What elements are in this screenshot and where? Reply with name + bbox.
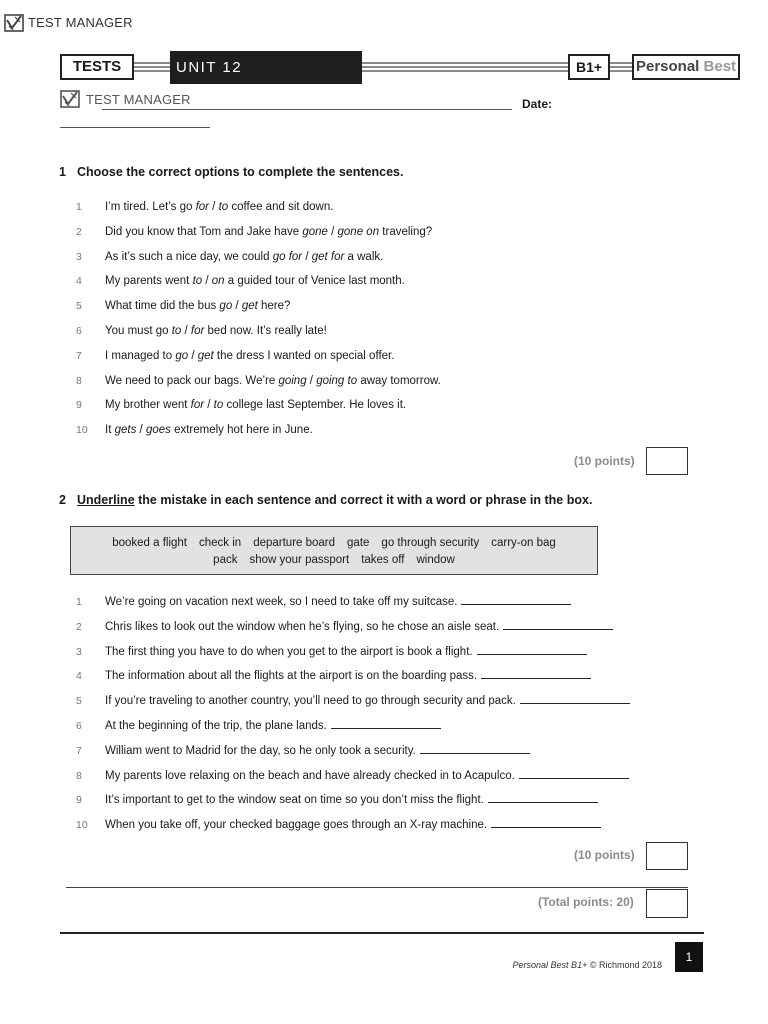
test-manager-logo-icon [60,90,80,108]
section1-number: 1 [59,165,66,179]
answer-blank[interactable] [503,618,613,630]
section1-title [59,165,403,179]
list-item [76,767,629,783]
item-text: What time did the bus [105,300,220,313]
list-item [76,643,587,659]
section2-score-box[interactable] [646,842,688,870]
footer-divider [60,932,704,934]
list-item [76,298,290,314]
option-1[interactable]: to [171,325,182,337]
item-text: As it’s such a nice day, we could [105,250,273,263]
item-number: 9 [76,794,82,807]
option-2[interactable]: get [197,349,214,362]
option-separator: / [306,374,317,387]
section1-points: (10 points) [574,454,635,468]
item-text: We need to pack our bags. We’re [105,374,279,387]
word-box-item: check in [199,537,242,549]
option-2[interactable]: to [213,399,224,412]
footer-copyright [513,960,662,970]
list-item [76,273,405,289]
item-text[interactable]: If you’re traveling to another country, you’ll need to go through security and pack. [105,695,516,708]
brand-logo [632,54,740,80]
list-item [76,373,441,389]
item-number: 7 [76,744,82,757]
item-text: I managed to [105,349,176,362]
answer-blank[interactable] [481,667,591,679]
item-text[interactable]: William went to Madrid for the day, so he only took a security. [105,744,416,757]
option-separator: / [136,424,146,437]
level-badge: B1+ [568,54,610,80]
option-1[interactable]: to [192,275,203,288]
item-number: 4 [76,670,82,683]
sub-logo-text: TEST MANAGER [86,92,191,107]
list-item [76,791,598,807]
name-line [102,109,512,110]
answer-blank[interactable] [519,767,629,779]
word-box-item: gate [347,537,370,549]
item-text[interactable]: My parents love relaxing on the beach and have already checked in to Acapulco. [105,769,515,782]
section2-title [59,493,592,507]
item-number: 7 [76,349,82,362]
section2-points: (10 points) [574,848,635,862]
brand-part2: Best [703,58,737,75]
option-1[interactable]: gets [114,424,137,437]
list-item [76,667,591,683]
option-2[interactable]: gone on [337,225,380,238]
header-stripes [134,62,170,74]
word-box-item: carry-on bag [491,537,556,549]
item-text: My parents went [105,275,193,288]
list-item [76,224,432,240]
list-item [76,692,630,708]
item-text[interactable]: At the beginning of the trip, the plane lands. [105,720,327,732]
answer-blank[interactable] [461,593,571,605]
item-number: 2 [76,620,82,633]
item-text: the dress I wanted on special offer. [213,349,395,362]
footer-copyright-text: © Richmond 2018 [587,960,662,970]
option-separator: / [232,300,242,313]
list-item [76,397,406,413]
section1-instruction: Choose the correct options to complete the sentences. [77,165,404,179]
item-text: You must go [105,325,172,337]
option-separator: / [208,201,219,213]
answer-blank[interactable] [331,717,441,729]
option-2[interactable]: going to [316,374,358,387]
list-item [76,348,394,364]
item-number: 1 [76,201,82,213]
item-number: 6 [76,720,82,732]
word-box-item: pack [213,554,238,566]
item-text: college last September. He loves it. [223,399,407,412]
item-text: bed now. It’s really late! [204,325,327,337]
section2-instruction: the mistake in each sentence and correct it with a word or phrase in the box. [134,493,593,507]
list-item [76,593,571,609]
item-number: 4 [76,275,82,288]
item-number: 8 [76,769,82,782]
item-text: I’m tired. Let’s go [105,201,196,213]
word-box-item: booked a flight [112,537,187,549]
list-item [76,742,530,758]
item-text: It [105,424,115,437]
option-1[interactable]: gone [302,225,328,238]
section2-instruction-underlined: Underline [77,493,135,507]
item-number: 10 [76,424,88,437]
item-number: 8 [76,374,82,387]
word-box-item: go through security [381,537,480,549]
option-1[interactable]: for [190,399,205,412]
option-2[interactable]: on [211,275,225,288]
item-text: here? [257,300,291,313]
page-number: 1 [675,942,703,972]
option-2[interactable]: to [218,201,229,213]
test-manager-logo-icon [4,14,24,32]
option-separator: / [204,399,214,412]
item-text: My brother went [105,399,191,412]
total-score-box[interactable] [646,889,688,918]
item-text[interactable]: When you take off, your checked baggage goes through an X-ray machine. [105,819,488,832]
item-number: 9 [76,399,82,412]
answer-blank[interactable] [488,791,598,803]
word-box-item: show your passport [249,554,350,566]
word-box-item: takes off [361,554,405,566]
item-number: 1 [76,596,82,608]
item-text: traveling? [379,225,433,238]
total-points: (Total points: 20) [538,895,634,909]
item-text[interactable]: We’re going on vacation next week, so I need to take off my suitcase. [105,596,458,608]
header-stripes [610,62,632,74]
item-text: a guided tour of Venice last month. [224,275,405,288]
answer-blank[interactable] [420,742,530,754]
answer-blank[interactable] [491,816,601,828]
option-separator: / [181,325,191,337]
list-item [76,816,601,832]
word-box-item: window [416,554,455,566]
list-item [76,422,313,438]
word-box-row [71,552,597,569]
total-divider [66,887,688,888]
item-text: coffee and sit down. [228,201,334,213]
option-separator: / [302,250,312,263]
option-separator: / [327,225,338,238]
item-text: away tomorrow. [357,374,441,387]
option-2[interactable]: get [241,300,258,313]
section2-number: 2 [59,493,66,507]
item-text[interactable]: The first thing you have to do when you get to the airport is book a flight. [105,645,473,658]
item-text: a walk. [344,250,384,263]
list-item [76,717,441,733]
option-1[interactable]: for [195,201,209,213]
option-2[interactable]: for [190,325,205,337]
top-logo-text: TEST MANAGER [28,15,133,30]
list-item [76,199,333,215]
item-number: 5 [76,300,82,313]
item-number: 6 [76,325,82,337]
word-box-row [71,535,597,552]
item-number: 5 [76,695,82,708]
answer-blank[interactable] [520,692,630,704]
item-number: 3 [76,250,82,263]
brand-part1: Personal [635,58,700,75]
item-text[interactable]: It’s important to get to the window seat on time so you don’t miss the flight. [105,794,484,807]
word-box-item: departure board [253,537,336,549]
item-text[interactable]: The information about all the flights at the airport is on the boarding pass. [105,670,478,683]
section1-score-box[interactable] [646,447,688,475]
item-number: 10 [76,819,88,832]
tests-label: TESTS [60,54,134,80]
list-item [76,323,327,339]
option-separator: / [202,275,212,288]
item-text: extremely hot here in June. [170,424,313,437]
list-item [76,618,613,634]
footer-book-title: Personal Best B1+ [512,960,588,970]
item-text: Did you know that Tom and Jake have [105,225,303,238]
date-label: Date: [522,97,553,111]
answer-blank[interactable] [477,643,587,655]
list-item [76,249,383,265]
item-text[interactable]: Chris likes to look out the window when he’s flying, so he chose an aisle seat. [105,620,500,633]
word-box [70,526,598,575]
item-number: 3 [76,645,82,658]
option-1[interactable]: go [175,349,189,362]
option-1[interactable]: go [219,300,233,313]
header-stripes [362,62,568,74]
unit-title: UNIT 12 VOCABULARY [170,51,362,84]
option-1[interactable]: going [278,374,307,387]
option-1[interactable]: go for [272,250,303,263]
option-2[interactable]: goes [145,424,171,437]
date-line [60,127,210,128]
option-2[interactable]: get for [311,250,345,263]
option-separator: / [188,349,198,362]
item-number: 2 [76,225,82,238]
